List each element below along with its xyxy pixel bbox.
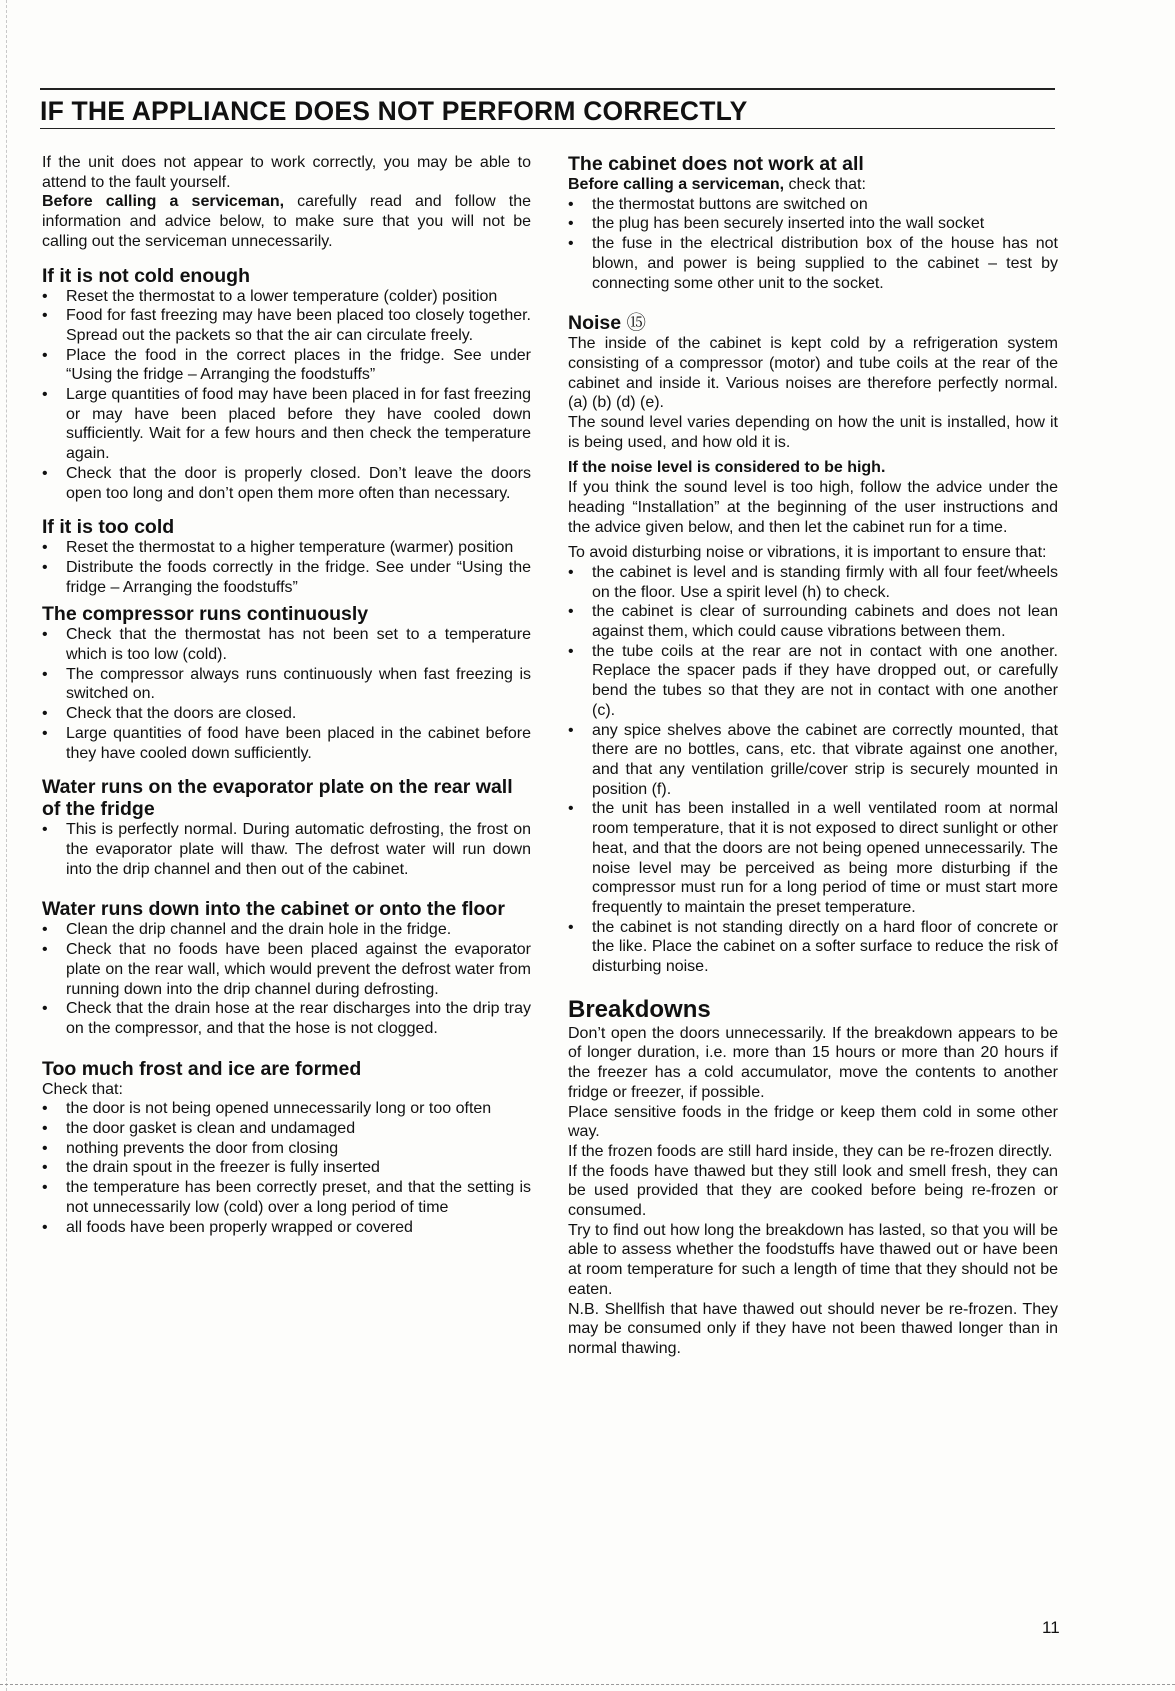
list-not-work [568, 195, 1058, 294]
noise-high-heading [568, 458, 1058, 478]
list-too-cold [42, 538, 531, 597]
list-item: • Check that the doors are closed. [42, 704, 531, 724]
list-item: • Check that the thermostat has not been set to a temperature which is too low (cold). [42, 625, 531, 664]
left-column [42, 153, 531, 1237]
right-column [568, 153, 1058, 1359]
figure-ref-15: ⑮ [626, 312, 647, 335]
list-item: • The compressor always runs continuously when fast freezing is switched on. [42, 665, 531, 704]
list-item: • Large quantities of food have been placed in the cabinet before they have cooled down sufficiently. [42, 724, 531, 763]
heading-too-cold: If it is too cold [42, 516, 175, 539]
breakdowns-paragraph: N.B. Shellfish that have thawed out should never be re-frozen. They may be consumed only if they have not been thawed longer than in normal thawing. [568, 1300, 1058, 1357]
list-not-cold [42, 287, 531, 504]
list-item: • the temperature has been correctly preset, and that the setting is not unnecessarily low (cold) over a long period of time [42, 1178, 531, 1217]
list-item: • Food for fast freezing may have been placed too closely together. Spread out the packets so that the air can circulate freely. [42, 306, 531, 345]
list-item: • the unit has been installed in a well ventilated room at normal room temperature, that it is not exposed to direct sunlight or other heat, and that the doors are not being opened unnecessarily. The noise level may be perceived as being more disturbing if the compressor must run for a long period of time or must start more frequently to maintain the preset temperature. [568, 799, 1058, 917]
list-item: • Check that no foods have been placed against the evaporator plate on the rear wall, which would prevent the defrost water from running down into the drip channel during defrosting. [42, 940, 531, 999]
heading-not-work: The cabinet does not work at all [568, 153, 864, 175]
before-calling-text: carefully read and follow the information and advice below, to make sure that you will not be calling out the serviceman unnecessarily. [42, 193, 531, 250]
before-calling-paragraph [42, 192, 531, 251]
list-evaporator [42, 820, 531, 879]
page-number: 11 [1042, 1618, 1060, 1637]
list-item: • the door is not being opened unnecessarily long or too often [42, 1099, 531, 1119]
not-work-before-calling [568, 175, 1058, 195]
list-item: • all foods have been properly wrapped or covered [42, 1218, 531, 1238]
list-item: • This is perfectly normal. During automatic defrosting, the frost on the evaporator plate will thaw. The defrost water will run down into the drip channel and then out of the cabinet. [42, 820, 531, 879]
noise-high-heading-text: If the noise level is considered to be high. [568, 459, 886, 477]
heading-floor: Water runs down into the cabinet or onto the floor [42, 898, 505, 921]
frost-check-label: Check that: [42, 1080, 123, 1098]
top-rule [40, 88, 1055, 90]
list-item: • Reset the thermostat to a higher temperature (warmer) position [42, 538, 531, 558]
noise-paragraph-1: The inside of the cabinet is kept cold by a refrigeration system consisting of a compressor (motor) and tube coils at the rear of the cabinet and inside it. Various noises are therefore perfectly normal. (a) (b) (d) (e). [568, 335, 1058, 412]
list-item: • the drain spout in the freezer is fully inserted [42, 1158, 531, 1178]
list-item: • the door gasket is clean and undamaged [42, 1119, 531, 1139]
before-calling-bold: Before calling a serviceman, [42, 193, 285, 211]
list-item: • nothing prevents the door from closing [42, 1139, 531, 1159]
list-item: • Reset the thermostat to a lower temperature (colder) position [42, 287, 531, 307]
list-frost [42, 1099, 531, 1237]
list-item: • Check that the drain hose at the rear discharges into the drip tray on the compressor, and that the hose is not clogged. [42, 999, 531, 1038]
list-item: • Large quantities of food may have been placed in for fast freezing or may have been placed before they have cooled down sufficiently. Wait for a few hours and then check the temperature again. [42, 385, 531, 464]
list-item: • the fuse in the electrical distribution box of the house has not blown, and power is being supplied to the cabinet – test by connecting some other unit to the socket. [568, 234, 1058, 293]
list-item: • any spice shelves above the cabinet are correctly mounted, that there are no bottles, cans, etc. that vibrate against one another, and that any ventilation grille/cover strip is securely mounted in position (f). [568, 721, 1058, 800]
noise-paragraph-4: To avoid disturbing noise or vibrations, it is important to ensure that: [568, 544, 1047, 562]
heading-frost: Too much frost and ice are formed [42, 1057, 362, 1080]
heading-noise [568, 312, 1058, 334]
breakdowns-paragraph: Place sensitive foods in the fridge or keep them cold in some other way. [568, 1103, 1058, 1141]
intro-paragraph: If the unit does not appear to work correctly, you may be able to attend to the fault yourself. [42, 154, 531, 191]
page-edge-rule [6, 0, 7, 1691]
heading-breakdowns: Breakdowns [568, 995, 711, 1023]
list-item: • the plug has been securely inserted into the wall socket [568, 214, 1058, 234]
list-item: • the cabinet is not standing directly on a hard floor of concrete or the like. Place the cabinet on a softer surface to reduce the risk of disturbing noise. [568, 918, 1058, 977]
list-item: • Place the food in the correct places in the fridge. See under “Using the fridge – Arranging the foodstuffs” [42, 346, 531, 385]
list-floor [42, 920, 531, 1038]
noise-paragraph-2: The sound level varies depending on how the unit is installed, how it is being used, and how old it is. [568, 414, 1058, 451]
heading-compressor: The compressor runs continuously [42, 603, 369, 626]
noise-heading-text: Noise [568, 312, 622, 335]
list-item: • the tube coils at the rear are not in contact with one another. Replace the spacer pads if they have dropped out, or carefully bend the tubes so that they are not in contact with one another (c). [568, 642, 1058, 721]
list-compressor [42, 625, 531, 763]
not-work-before-text: check that: [784, 176, 866, 193]
page-title: IF THE APPLIANCE DOES NOT PERFORM CORRECTLY [40, 96, 748, 126]
breakdowns-paragraph: If the foods have thawed but they still look and smell fresh, they can be used provided that they are cooked before being re-frozen or consumed. [568, 1162, 1058, 1220]
breakdowns-paragraph: If the frozen foods are still hard inside, they can be re-frozen directly. [568, 1142, 1053, 1160]
list-item: • the cabinet is level and is standing firmly with all four feet/wheels on the floor. Use a spirit level (h) to check. [568, 563, 1058, 602]
list-item: • Distribute the foods correctly in the fridge. See under “Using the fridge – Arranging the foodstuffs” [42, 558, 531, 597]
list-item: • Clean the drip channel and the drain hole in the fridge. [42, 920, 531, 940]
heading-evaporator: Water runs on the evaporator plate on the rear wall of the fridge [42, 776, 513, 821]
not-work-before-bold: Before calling a serviceman, [568, 176, 785, 193]
title-rule [40, 128, 1055, 129]
noise-paragraph-3: If you think the sound level is too high, follow the advice under the heading “Installation” at the beginning of the user instructions and the advice given below, and then let the cabinet run for a time. [568, 479, 1058, 536]
list-item: • the cabinet is clear of surrounding cabinets and does not lean against them, which could cause vibrations between them. [568, 602, 1058, 641]
heading-not-cold: If it is not cold enough [42, 264, 250, 287]
list-item: • the thermostat buttons are switched on [568, 195, 1058, 215]
list-item: • Check that the door is properly closed. Don’t leave the doors open too long and don’t open them more often than necessary. [42, 464, 531, 503]
breakdowns-paragraph: Don’t open the doors unnecessarily. If the breakdown appears to be of longer duration, i.e. more than 15 hours or more than 20 hours if the freezer has a cold accumulator, move the contents to another fridge or freezer, if possible. [568, 1024, 1058, 1101]
breakdowns-paragraph: Try to find out how long the breakdown has lasted, so that you will be able to assess whether the foodstuffs have thawed out or have been at room temperature for such a length of time that they should not be eaten. [568, 1221, 1058, 1298]
list-noise [568, 563, 1058, 977]
bottom-rule [0, 1684, 1175, 1685]
